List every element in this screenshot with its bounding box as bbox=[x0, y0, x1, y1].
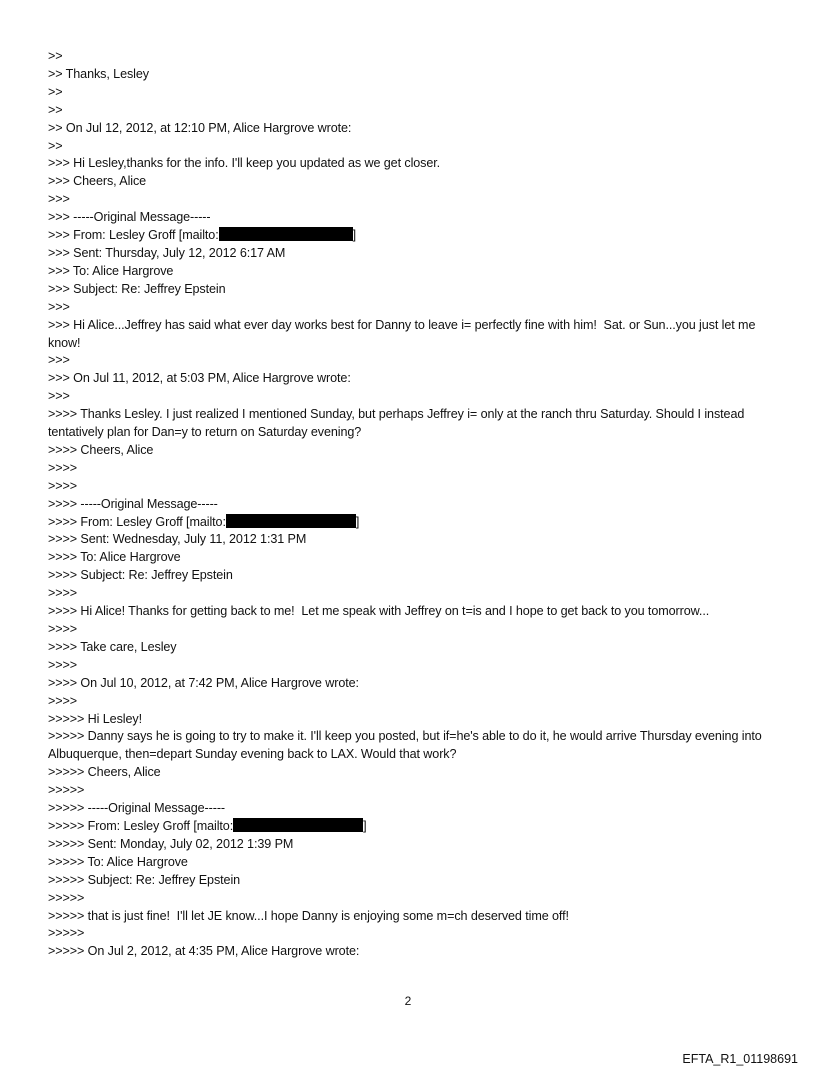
email-line: >>>>> Subject: Re: Jeffrey Epstein bbox=[48, 872, 241, 887]
email-line: >>>> Subject: Re: Jeffrey Epstein bbox=[48, 568, 233, 583]
email-line: >>>> bbox=[48, 586, 78, 601]
email-line: >>>> bbox=[48, 622, 78, 636]
redaction-box bbox=[219, 227, 353, 241]
email-line: >>> Hi Lesley,thanks for the info. I'll keep you updated as we get closer. bbox=[48, 156, 441, 171]
redaction-box bbox=[226, 514, 356, 528]
redaction-box bbox=[233, 818, 363, 832]
email-from-line bbox=[48, 514, 768, 532]
email-line: >>>> bbox=[48, 478, 78, 493]
email-line: >> bbox=[48, 102, 63, 117]
from-prefix: >>> From: Lesley Groff [mailto: bbox=[48, 228, 219, 243]
email-line: >>>> On Jul 10, 2012, at 7:42 PM, Alice Hargrove wrote: bbox=[48, 675, 359, 690]
email-line: >>>>> On Jul 2, 2012, at 4:35 PM, Alice Hargrove wrote: bbox=[48, 944, 360, 959]
email-line: >>> -----Original Message----- bbox=[48, 210, 211, 225]
email-line: >>>> bbox=[48, 693, 78, 708]
email-line: >>> Sent: Thursday, July 12, 2012 6:17 AM bbox=[48, 245, 286, 260]
email-line: >> bbox=[48, 84, 63, 99]
email-line: >> bbox=[48, 138, 63, 153]
email-line: >>>> bbox=[48, 460, 78, 475]
from-prefix: >>>> From: Lesley Groff [mailto: bbox=[48, 514, 226, 529]
email-line: >>> To: Alice Hargrove bbox=[48, 263, 174, 278]
email-line: >>> bbox=[48, 299, 70, 314]
email-line: >>>>> Cheers, Alice bbox=[48, 765, 161, 780]
email-line: >> bbox=[48, 49, 63, 63]
email-line: >>> bbox=[48, 389, 70, 404]
email-line: >> On Jul 12, 2012, at 12:10 PM, Alice Hargrove wrote: bbox=[48, 120, 352, 135]
email-line: >>>>> Danny says he is going to try to make it. I'll keep you posted, but if=he's able to do it, he would arrive Thursday evening into Albuquerque, then=depart Sunday evening back to LAX. Would that work? bbox=[48, 729, 765, 762]
email-line: >>> Subject: Re: Jeffrey Epstein bbox=[48, 281, 226, 296]
email-line: >>> bbox=[48, 192, 70, 207]
email-line: >>>> bbox=[48, 657, 78, 672]
email-thread-body bbox=[48, 48, 768, 961]
email-line: >>> bbox=[48, 353, 70, 368]
email-from-line bbox=[48, 227, 768, 245]
email-line: >>>> Hi Alice! Thanks for getting back to me! Let me speak with Jeffrey on t=is and I hope to get back to you tomorrow... bbox=[48, 604, 710, 619]
page-number: 2 bbox=[404, 994, 412, 1008]
email-line: >>>>> bbox=[48, 926, 85, 941]
email-line: >>>> Thanks Lesley. I just realized I mentioned Sunday, but perhaps Jeffrey i= only at the ranch thru Saturday. Should I instead tentatively plan for Dan=y to return on Saturday evening? bbox=[48, 407, 748, 440]
email-line: >>>> -----Original Message----- bbox=[48, 496, 218, 511]
from-suffix: ] bbox=[363, 818, 367, 833]
email-line: >>> Hi Alice...Jeffrey has said what ever day works best for Danny to leave i= perfectly fine with him! Sat. or Sun...you just let me know! bbox=[48, 317, 759, 350]
email-line: >>>> Take care, Lesley bbox=[48, 639, 177, 654]
email-line: >>> On Jul 11, 2012, at 5:03 PM, Alice Hargrove wrote: bbox=[48, 371, 351, 386]
bates-id: EFTA_R1_01198691 bbox=[682, 1052, 798, 1066]
email-line: >>>> To: Alice Hargrove bbox=[48, 550, 181, 565]
email-line: >>>>> Sent: Monday, July 02, 2012 1:39 PM bbox=[48, 836, 294, 851]
email-line: >>> Cheers, Alice bbox=[48, 174, 147, 189]
email-line: >>>>> bbox=[48, 890, 85, 905]
email-line: >>>>> -----Original Message----- bbox=[48, 801, 226, 816]
email-line: >>>>> bbox=[48, 783, 85, 798]
from-suffix: ] bbox=[352, 228, 357, 243]
email-line: >>>> Sent: Wednesday, July 11, 2012 1:31 PM bbox=[48, 532, 307, 547]
email-line: >>>> Cheers, Alice bbox=[48, 442, 154, 457]
email-line: >>>>> that is just fine! I'll let JE know...I hope Danny is enjoying some m=ch deserved time off! bbox=[48, 908, 569, 923]
from-suffix: ] bbox=[355, 514, 360, 529]
email-line: >> Thanks, Lesley bbox=[48, 66, 149, 81]
email-line: >>>>> Hi Lesley! bbox=[48, 711, 142, 726]
email-from-line bbox=[48, 818, 768, 836]
from-prefix: >>>>> From: Lesley Groff [mailto: bbox=[48, 818, 234, 833]
email-line: >>>>> To: Alice Hargrove bbox=[48, 854, 188, 869]
